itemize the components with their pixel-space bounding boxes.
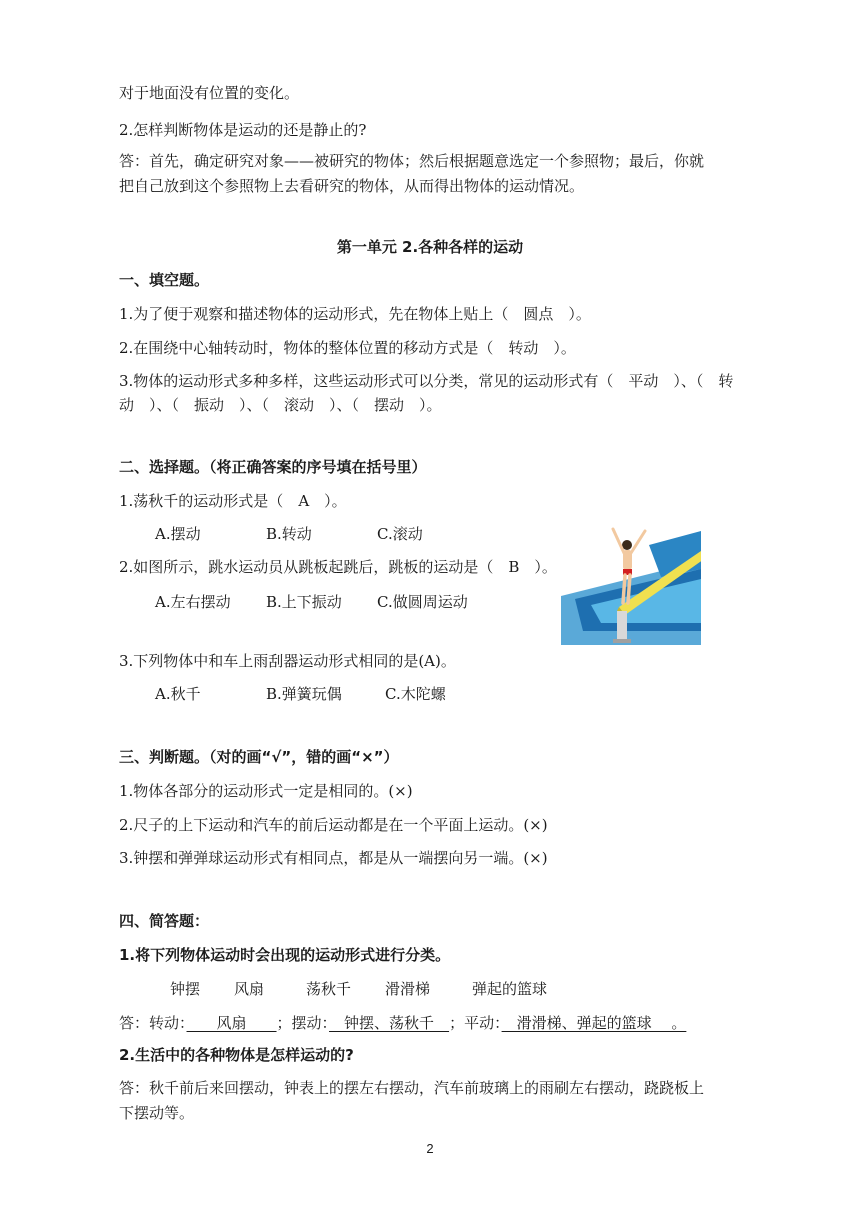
choice-option: B.上下振动	[266, 593, 342, 611]
answer-separator: ；摆动：	[276, 1014, 330, 1032]
choice-option: C.木陀螺	[385, 685, 446, 703]
choice-option: B.弹簧玩偶	[266, 685, 342, 703]
answer-translation: 滑滑梯、弹起的篮球 。	[501, 1014, 687, 1032]
intro-question-2: 2.怎样判断物体是运动的还是静止的?	[119, 121, 367, 139]
section-heading-choice: 二、选择题。（将正确答案的序号填在括号里）	[119, 458, 427, 476]
answer-swing: 钟摆、荡秋千	[329, 1014, 450, 1032]
intro-answer-line-2: 把自己放到这个参照物上去看研究的物体，从而得出物体的运动情况。	[119, 177, 585, 195]
choice-question-2: 2.如图所示，跳水运动员从跳板起跳后，跳板的运动是（ B ）。	[119, 558, 557, 576]
choice-option: B.转动	[266, 525, 312, 543]
choice-question-1: 1.荡秋千的运动形式是（ A ）。	[119, 492, 347, 510]
answer-separator: ；平动：	[449, 1014, 502, 1032]
motion-item: 滑滑梯	[385, 980, 431, 998]
short-answer-question-2: 2.生活中的各种物体是怎样运动的?	[119, 1046, 354, 1064]
section-heading-fill-blank: 一、填空题。	[119, 271, 210, 289]
motion-item: 风扇	[234, 980, 265, 998]
motion-item: 荡秋千	[306, 980, 352, 998]
section-heading-short-answer: 四、简答题：	[119, 912, 210, 930]
fill-question-3-line-2: 动 ）、（ 振动 ）、（ 滚动 ）、（ 摆动 ）。	[119, 396, 442, 414]
short-answer-question-1: 1.将下列物体运动时会出现的运动形式进行分类。	[119, 946, 451, 964]
classification-answer	[119, 1013, 686, 1033]
judgement-question-2: 2.尺子的上下运动和汽车的前后运动都是在一个平面上运动。(×)	[119, 816, 548, 834]
short-answer-2-line-2: 下摆动等。	[119, 1104, 195, 1122]
fill-question-2: 2.在围绕中心轴转动时，物体的整体位置的移动方式是（ 转动 ）。	[119, 339, 576, 357]
judgement-question-3: 3.钟摆和弹弹球运动形式有相同点，都是从一端摆向另一端。(×)	[119, 849, 548, 867]
unit-title: 第一单元 2.各种各样的运动	[336, 238, 524, 256]
intro-answer-line-1: 答：首先，确定研究对象——被研究的物体；然后根据题意选定一个参照物；最后，你就	[119, 152, 705, 170]
motion-item: 钟摆	[170, 980, 201, 998]
page-number: 2	[426, 1141, 434, 1156]
fill-question-3-line-1: 3.物体的运动形式多种多样，这些运动形式可以分类，常见的运动形式有（ 平动 ）、（ 转	[119, 372, 734, 390]
motion-item: 弹起的篮球	[472, 980, 548, 998]
choice-question-3: 3.下列物体中和车上雨刮器运动形式相同的是(A)。	[119, 652, 456, 670]
choice-option: C.做圆周运动	[377, 593, 468, 611]
choice-option: C.滚动	[377, 525, 423, 543]
fill-question-1: 1.为了便于观察和描述物体的运动形式，先在物体上贴上（ 圆点 ）。	[119, 305, 591, 323]
choice-option: A.秋千	[155, 685, 201, 703]
diving-board-illustration	[561, 521, 701, 645]
answer-rotation: 风扇	[186, 1014, 277, 1032]
short-answer-2-line-1: 答：秋千前后来回摆动，钟表上的摆左右摆动，汽车前玻璃上的雨刷左右摆动，跷跷板上	[119, 1079, 705, 1097]
section-heading-judgement: 三、判断题。（对的画“√”，错的画“×”）	[119, 748, 399, 766]
answer-prefix: 答：转动：	[119, 1014, 187, 1032]
choice-option: A.左右摆动	[155, 593, 231, 611]
choice-option: A.摆动	[155, 525, 201, 543]
intro-line: 对于地面没有位置的变化。	[119, 84, 300, 102]
judgement-question-1: 1.物体各部分的运动形式一定是相同的。(×)	[119, 782, 413, 800]
